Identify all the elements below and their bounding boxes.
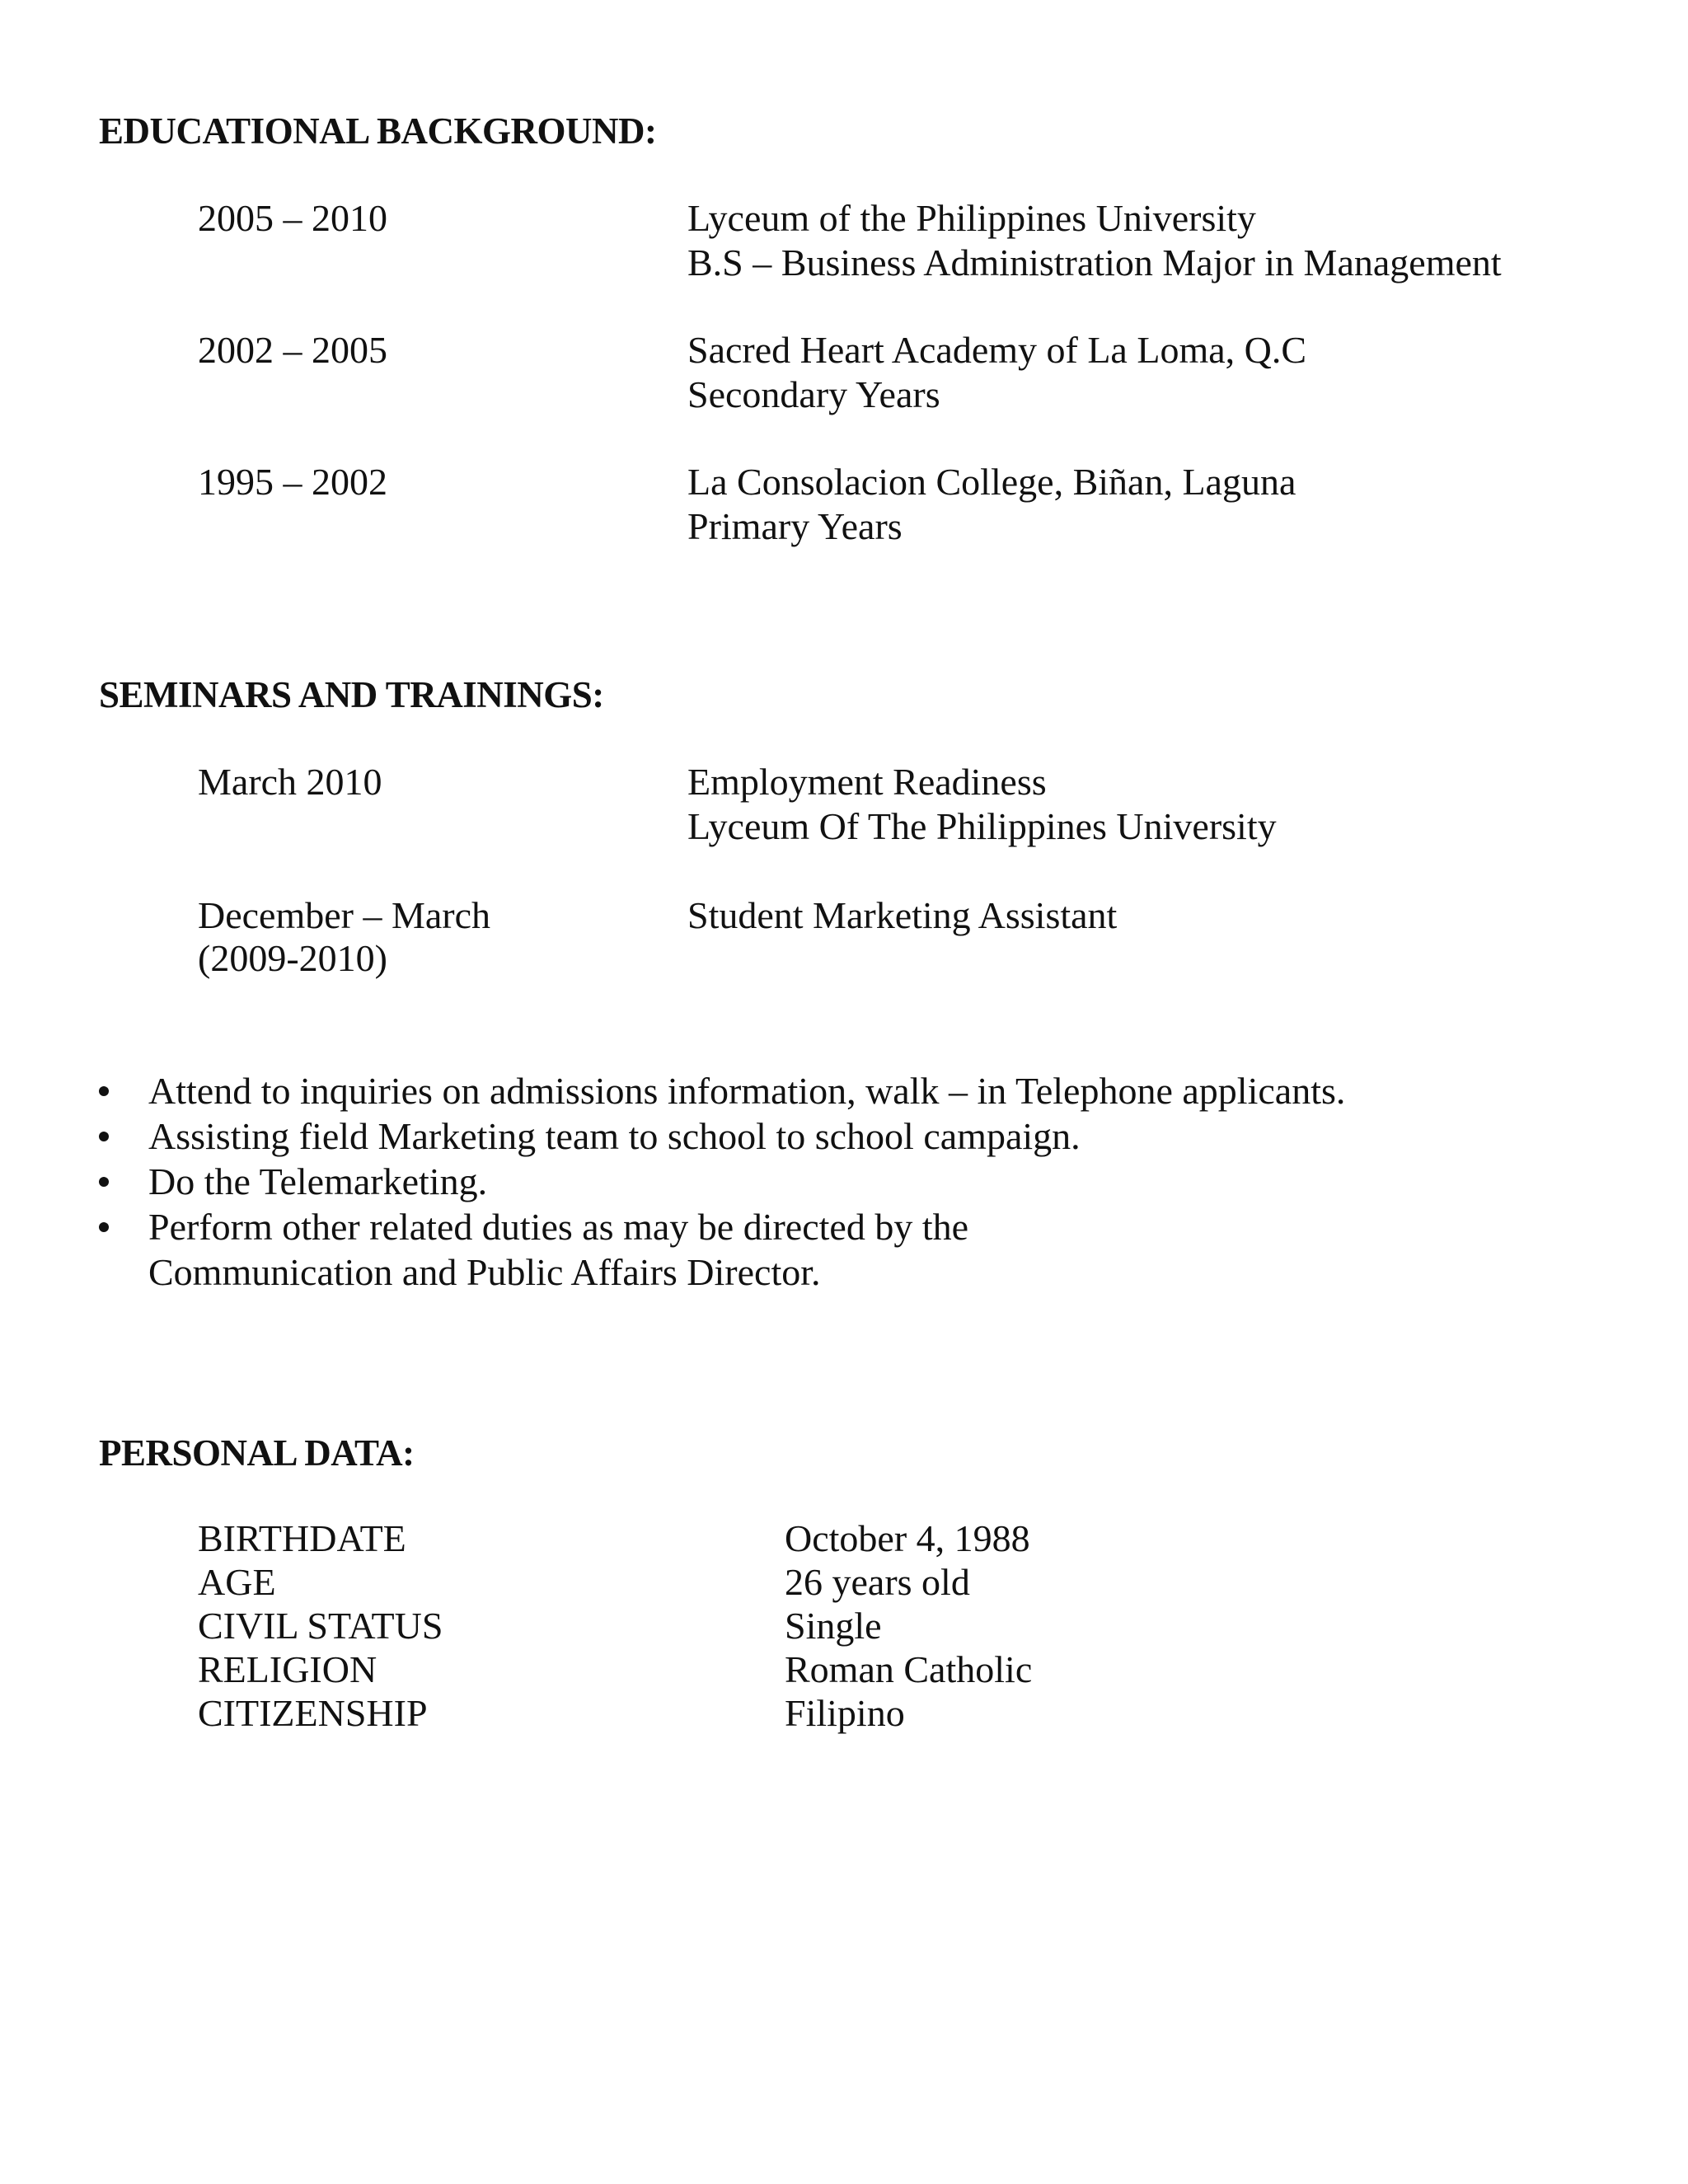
education-heading: EDUCATIONAL BACKGROUND: [99,110,657,152]
seminar-institution: Lyceum Of The Philippines University [687,805,1277,847]
personal-label: AGE [198,1561,276,1603]
education-years: 2002 – 2005 [198,329,387,371]
duty-item [99,1204,1345,1295]
seminars-heading: SEMINARS AND TRAININGS: [99,674,604,715]
education-school: Sacred Heart Academy of La Loma, Q.C [687,329,1307,371]
bullet-icon [99,1222,109,1232]
education-program: Primary Years [687,505,903,547]
seminar-date-years: (2009-2010) [198,937,387,979]
personal-value: October 4, 1988 [785,1517,1030,1559]
bullet-icon [99,1086,109,1096]
education-years: 1995 – 2002 [198,461,387,503]
duty-text: Perform other related duties as may be directed by the [148,1206,969,1248]
personal-label: CITIZENSHIP [198,1692,428,1734]
education-school: Lyceum of the Philippines University [687,197,1256,239]
bullet-icon [99,1132,109,1141]
education-school: La Consolacion College, Biñan, Laguna [687,461,1296,503]
duty-item [99,1068,1345,1113]
duties-list [99,1068,1345,1295]
education-program: Secondary Years [687,373,940,415]
bullet-icon [99,1177,109,1187]
personal-value: Roman Catholic [785,1648,1033,1690]
duty-text: Do the Telemarketing. [148,1160,488,1202]
education-years: 2005 – 2010 [198,197,387,239]
duty-item [99,1113,1345,1159]
personal-value: Single [785,1605,882,1647]
seminar-date: March 2010 [198,761,382,803]
duty-text-continuation: Communication and Public Affairs Director. [148,1251,821,1293]
seminar-date: December – March [198,894,491,936]
personal-label: RELIGION [198,1648,377,1690]
seminar-title: Employment Readiness [687,761,1047,803]
duty-text: Attend to inquiries on admissions information, walk – in Telephone applicants. [148,1070,1346,1112]
personal-value: 26 years old [785,1561,970,1603]
personal-heading: PERSONAL DATA: [99,1432,415,1474]
seminar-title: Student Marketing Assistant [687,894,1118,936]
personal-label: CIVIL STATUS [198,1605,443,1647]
personal-label: BIRTHDATE [198,1517,406,1559]
duty-text: Assisting field Marketing team to school to school campaign. [148,1115,1081,1157]
duty-item [99,1159,1345,1204]
education-program: B.S – Business Administration Major in Management [687,241,1502,284]
personal-value: Filipino [785,1692,905,1734]
